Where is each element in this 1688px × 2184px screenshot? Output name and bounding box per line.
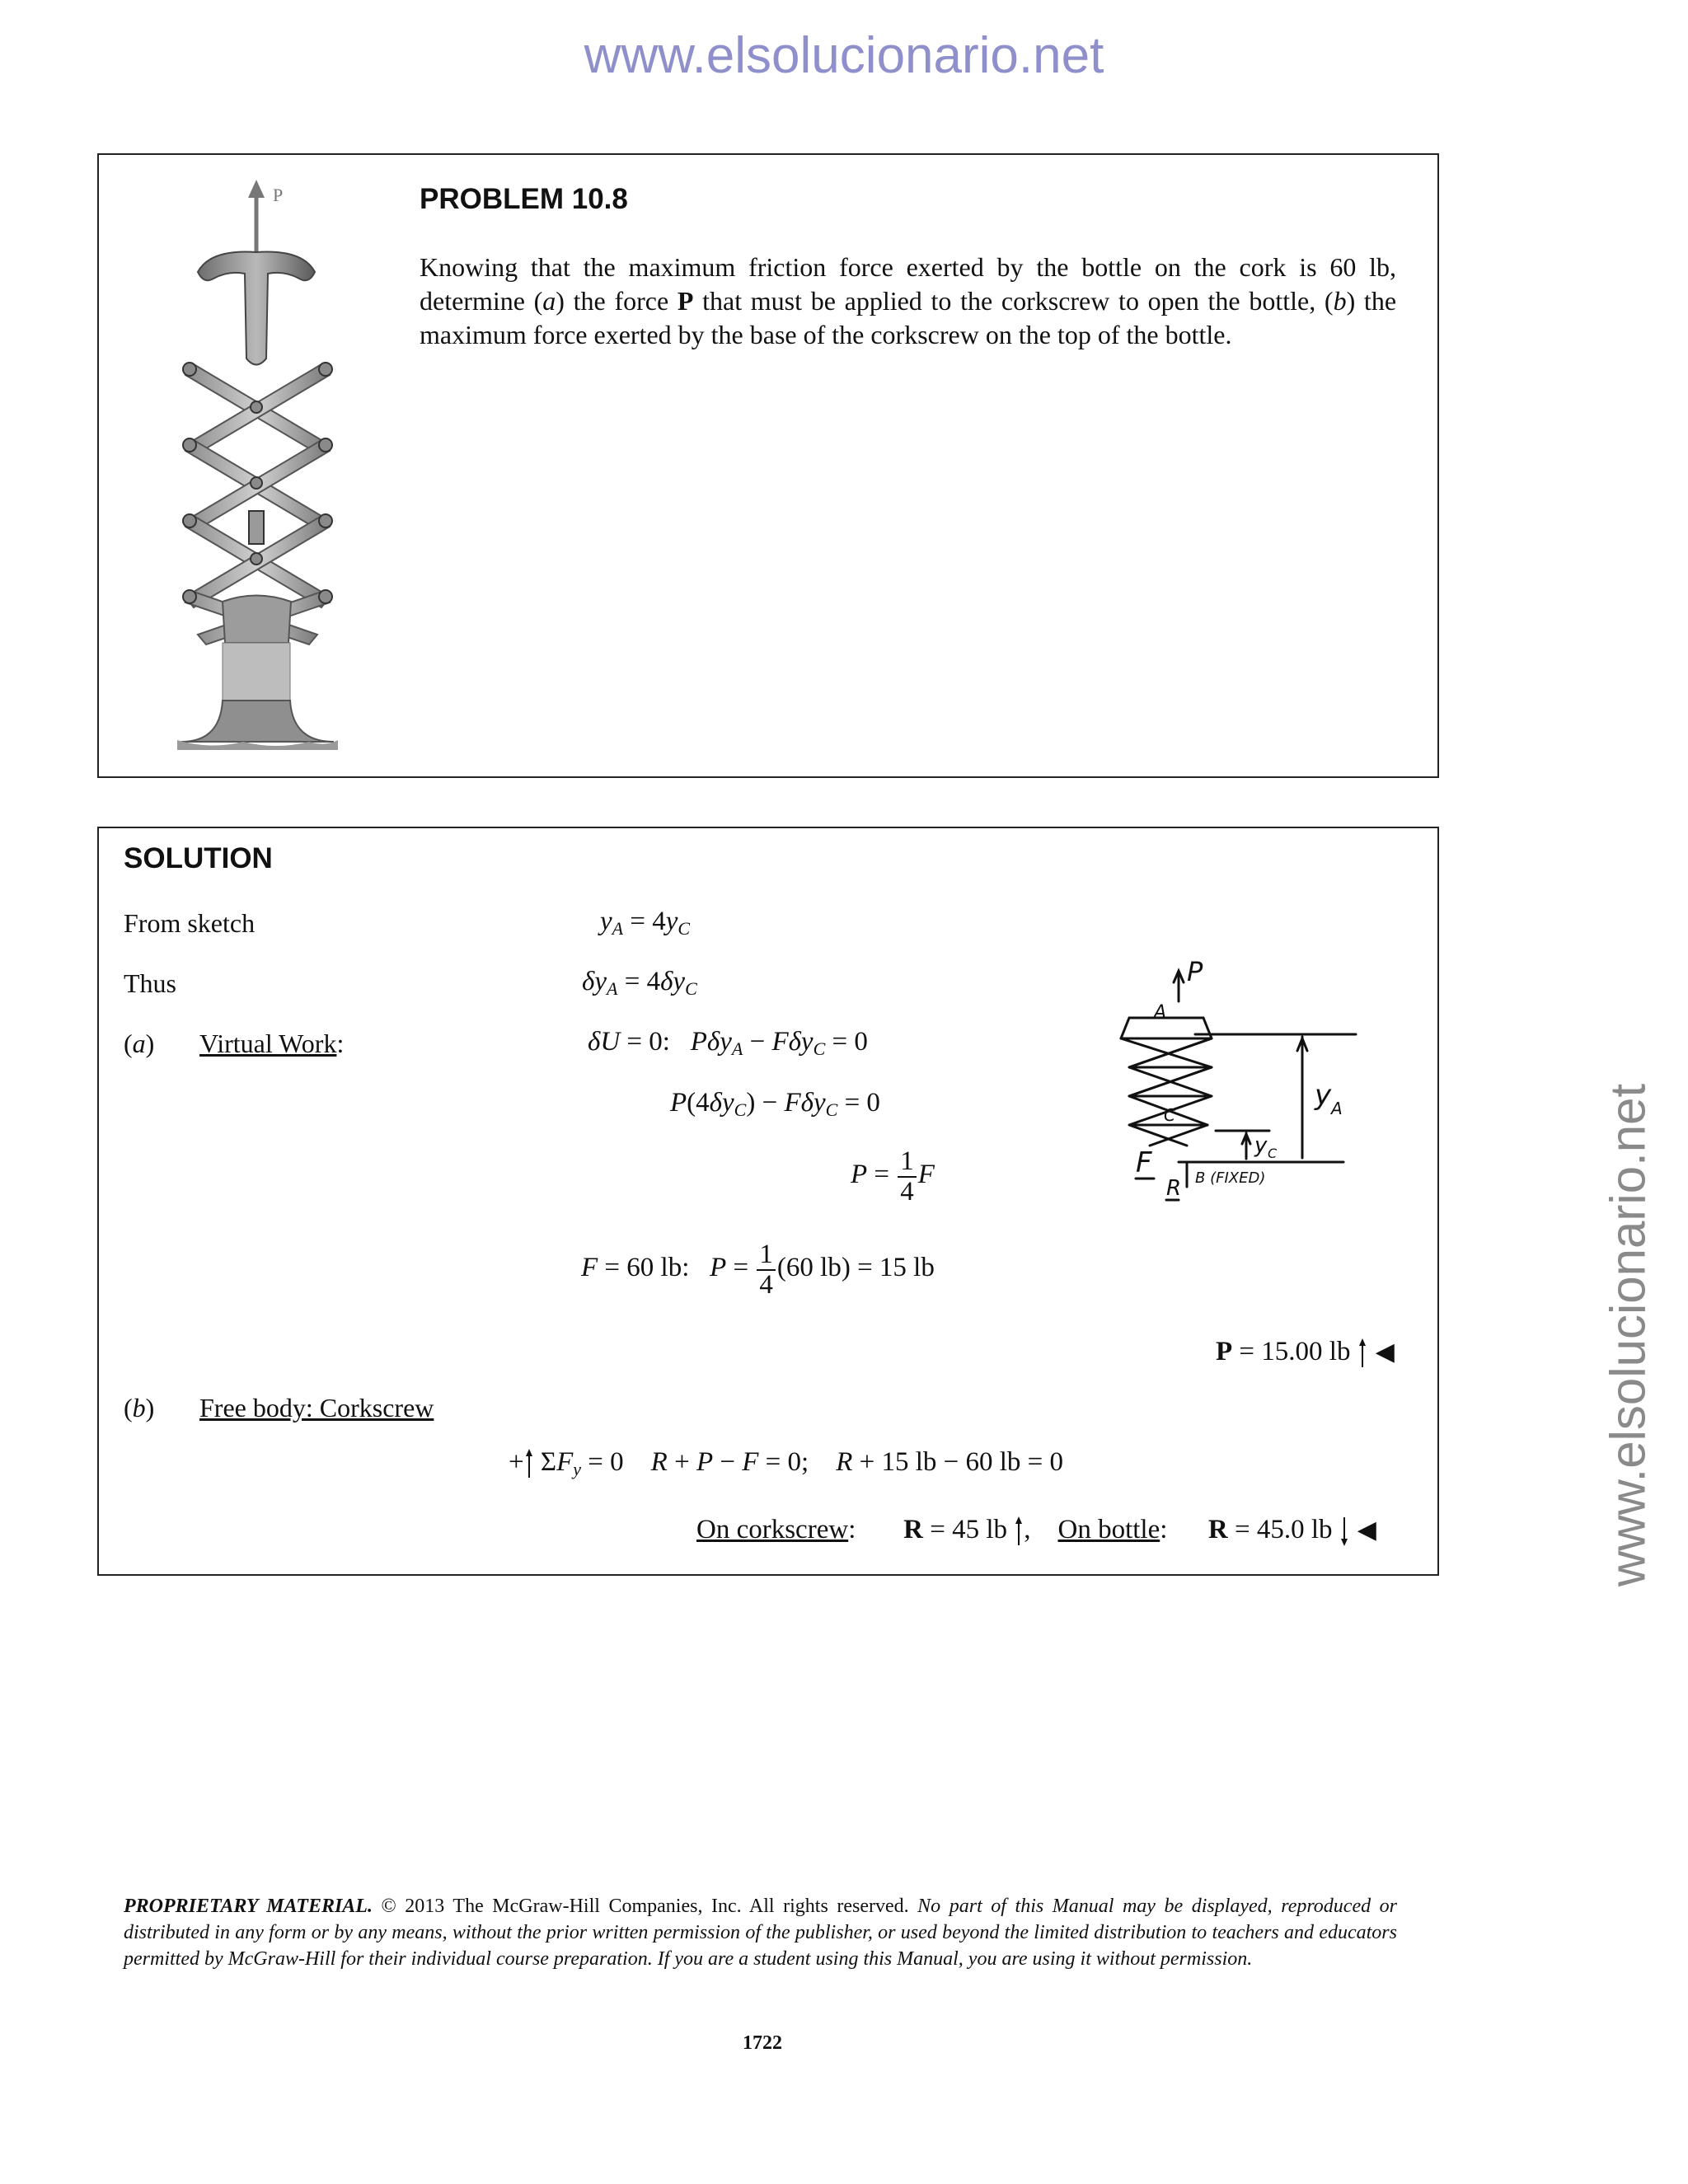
problem-title: PROBLEM 10.8: [420, 183, 628, 215]
figure-label-p: P: [273, 185, 284, 205]
sketch-label-c: C: [1164, 1105, 1175, 1125]
free-body-label: Free body: Corkscrew: [199, 1393, 434, 1422]
equation-ya: $y_A = 4y_C$: [600, 907, 691, 939]
sketch-label-f: F: [1136, 1146, 1152, 1179]
solution-sketch: [1071, 956, 1385, 1212]
sketch-label-yc-sub: C: [1268, 1146, 1278, 1161]
equation-p-fraction: P = $\frac{1}{4}$ F: [851, 1146, 935, 1207]
sketch-label-ya-y: y: [1315, 1079, 1332, 1112]
page-number: 1722: [743, 2032, 782, 2054]
watermark-top: www.elsolucionario.net: [584, 27, 1104, 84]
sketch-label-b-fixed: B (FIXED): [1195, 1169, 1266, 1187]
virtual-work-label: Virtual Work:: [199, 1029, 345, 1058]
answer-r: On corkscrew: R = 45 lb , On bottle: R = 45.0 lb ◀: [696, 1515, 1376, 1547]
footer-notice: PROPRIETARY MATERIAL. © 2013 The McGraw-Hill Companies, Inc. All rights reserved. No part of this Manual may be displayed, reproduced or distributed in any form or by any means, without the prior written permission of the publisher, or used beyond the limited distribution to teachers and educators permitted by McGraw-Hill for their individual course preparation. If you are a student using this Manual, you are using it without permission.: [124, 1896, 1397, 1970]
equation-p-value: F = 60 lb: P = $\frac{1}{4}$ (60 lb) = 15 lb: [581, 1240, 935, 1300]
corkscrew-illustration: [161, 173, 359, 758]
from-sketch-label: From sketch: [124, 908, 256, 938]
part-b-label: (b): [124, 1393, 155, 1422]
part-a-label: (a): [124, 1029, 155, 1058]
equation-delta-ya: $\delta y_A = 4\delta y_C$: [582, 967, 697, 999]
sketch-label-yc-y: y: [1254, 1133, 1268, 1158]
watermark-side: www.elsolucionario.net: [1600, 1083, 1656, 1587]
solution-title: SOLUTION: [124, 842, 273, 874]
sketch-label-ya-sub: A: [1331, 1099, 1343, 1118]
sketch-label-a: A: [1154, 1002, 1167, 1023]
equation-sum-forces: + $\Sigma F_y = 0$ R + P − F = 0; R + 15 lb − 60 lb = 0: [509, 1447, 1064, 1479]
sketch-label-r: R: [1166, 1176, 1182, 1201]
sketch-label-p: P: [1187, 956, 1203, 987]
equation-substitution: $P(4\delta y_C) - F\delta y_C = 0$: [670, 1088, 880, 1120]
thus-label: Thus: [124, 968, 176, 998]
problem-statement: Knowing that the maximum friction force exerted by the bottle on the cork is 60 lb, determine (a) the force P that must be applied to the corkscrew to open the bottle, (b) the maximum force exerted by the base of the corkscrew on the top of the bottle.: [420, 252, 1397, 349]
answer-p: P = 15.00 lb ◀: [1216, 1337, 1395, 1366]
equation-virtual-work: δU = 0: Pδy$_A$ − Fδy$_C$ = 0: [588, 1027, 868, 1059]
